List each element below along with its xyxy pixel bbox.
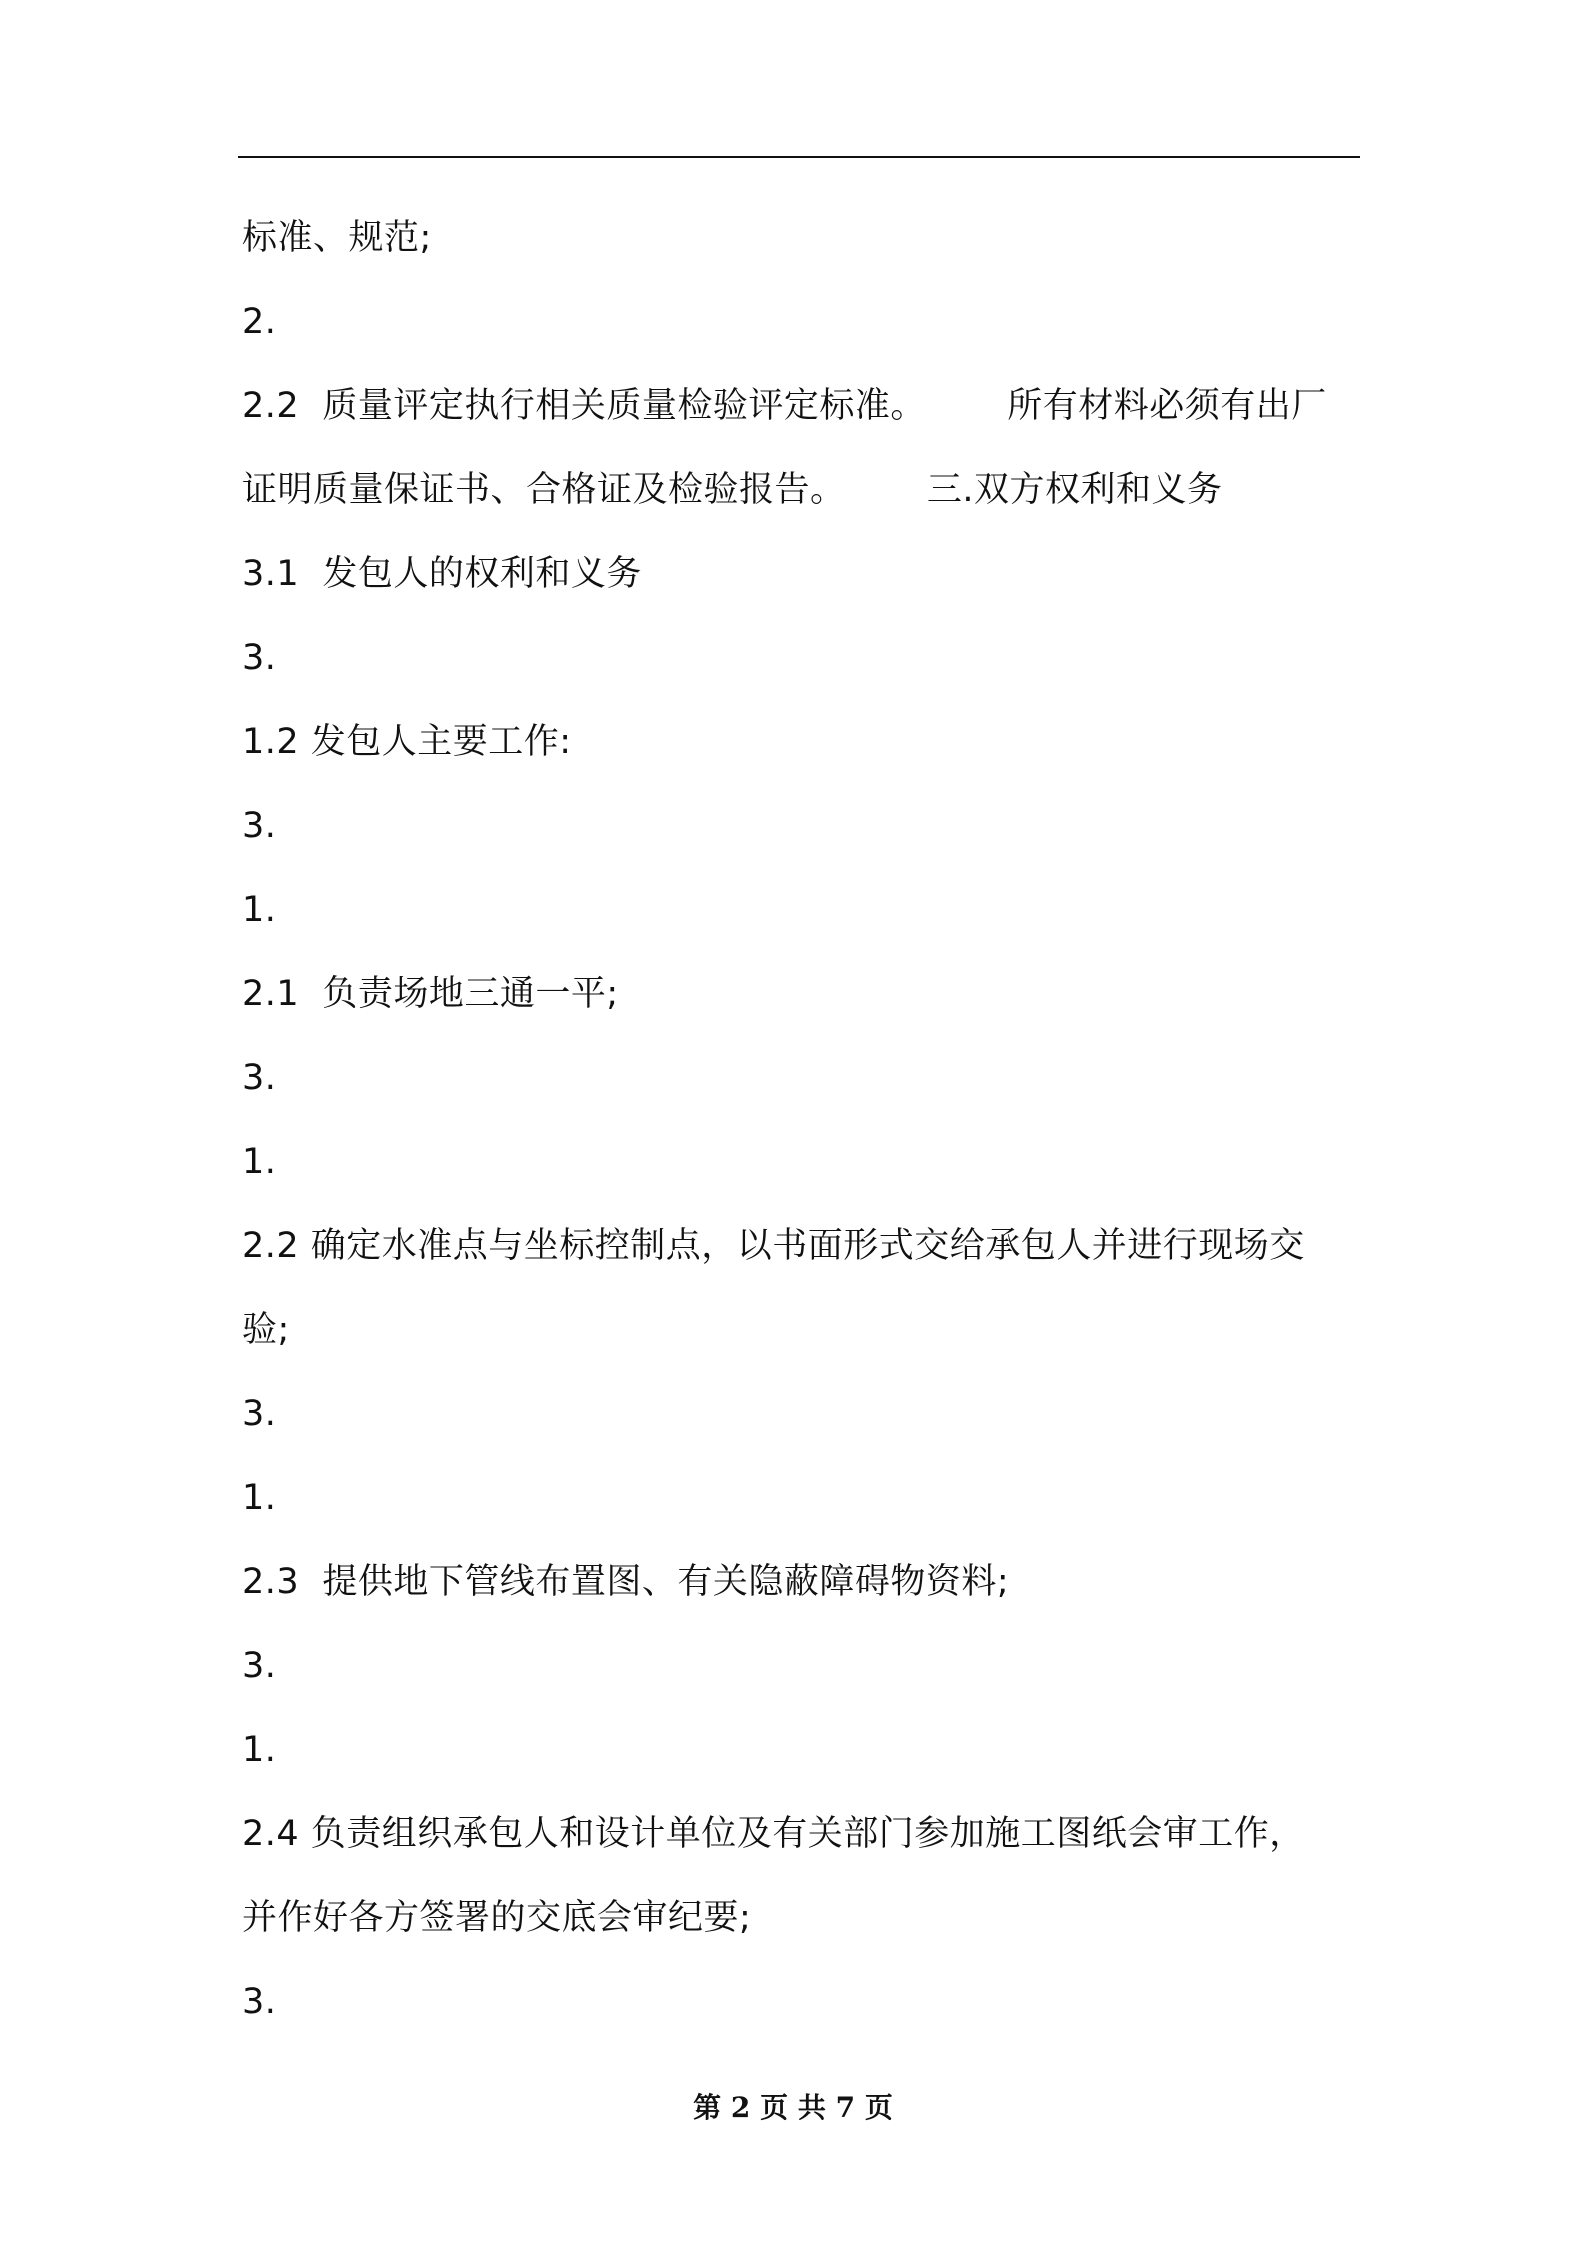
page-number-footer: 第 2 页 共 7 页	[693, 2091, 893, 2124]
text-line: 3.	[242, 1058, 277, 1098]
text-line: 1.	[242, 1142, 277, 1182]
text-line: 2.3 提供地下管线布置图、有关隐蔽障碍物资料;	[242, 1562, 1010, 1602]
text-line: 3.	[242, 1394, 277, 1434]
text-line: 验;	[242, 1310, 290, 1350]
document-body	[242, 196, 1362, 2044]
text-line: 3.	[242, 1982, 277, 2022]
text-line: 证明质量保证书、合格证及检验报告。 三.双方权利和义务	[242, 470, 1223, 510]
text-line: 1.	[242, 1730, 277, 1770]
text-line: 2.1 负责场地三通一平;	[242, 974, 619, 1014]
text-line: 2.	[242, 302, 277, 342]
text-line: 标准、规范;	[242, 218, 432, 258]
text-line: 3.1 发包人的权利和义务	[242, 554, 642, 594]
text-line: 3.	[242, 806, 277, 846]
text-line: 1.2 发包人主要工作:	[242, 722, 572, 762]
text-line: 1.	[242, 1478, 277, 1518]
text-line: 3.	[242, 638, 277, 678]
text-line: 3.	[242, 1646, 277, 1686]
text-line: 2.4 负责组织承包人和设计单位及有关部门参加施工图纸会审工作，	[242, 1814, 1305, 1854]
text-line: 并作好各方签署的交底会审纪要;	[242, 1898, 752, 1938]
text-line: 1.	[242, 890, 277, 930]
text-line: 2.2 确定水准点与坐标控制点，以书面形式交给承包人并进行现场交	[242, 1226, 1305, 1266]
text-line: 2.2 质量评定执行相关质量检验评定标准。 所有材料必须有出厂	[242, 386, 1327, 426]
header-divider	[238, 156, 1360, 158]
